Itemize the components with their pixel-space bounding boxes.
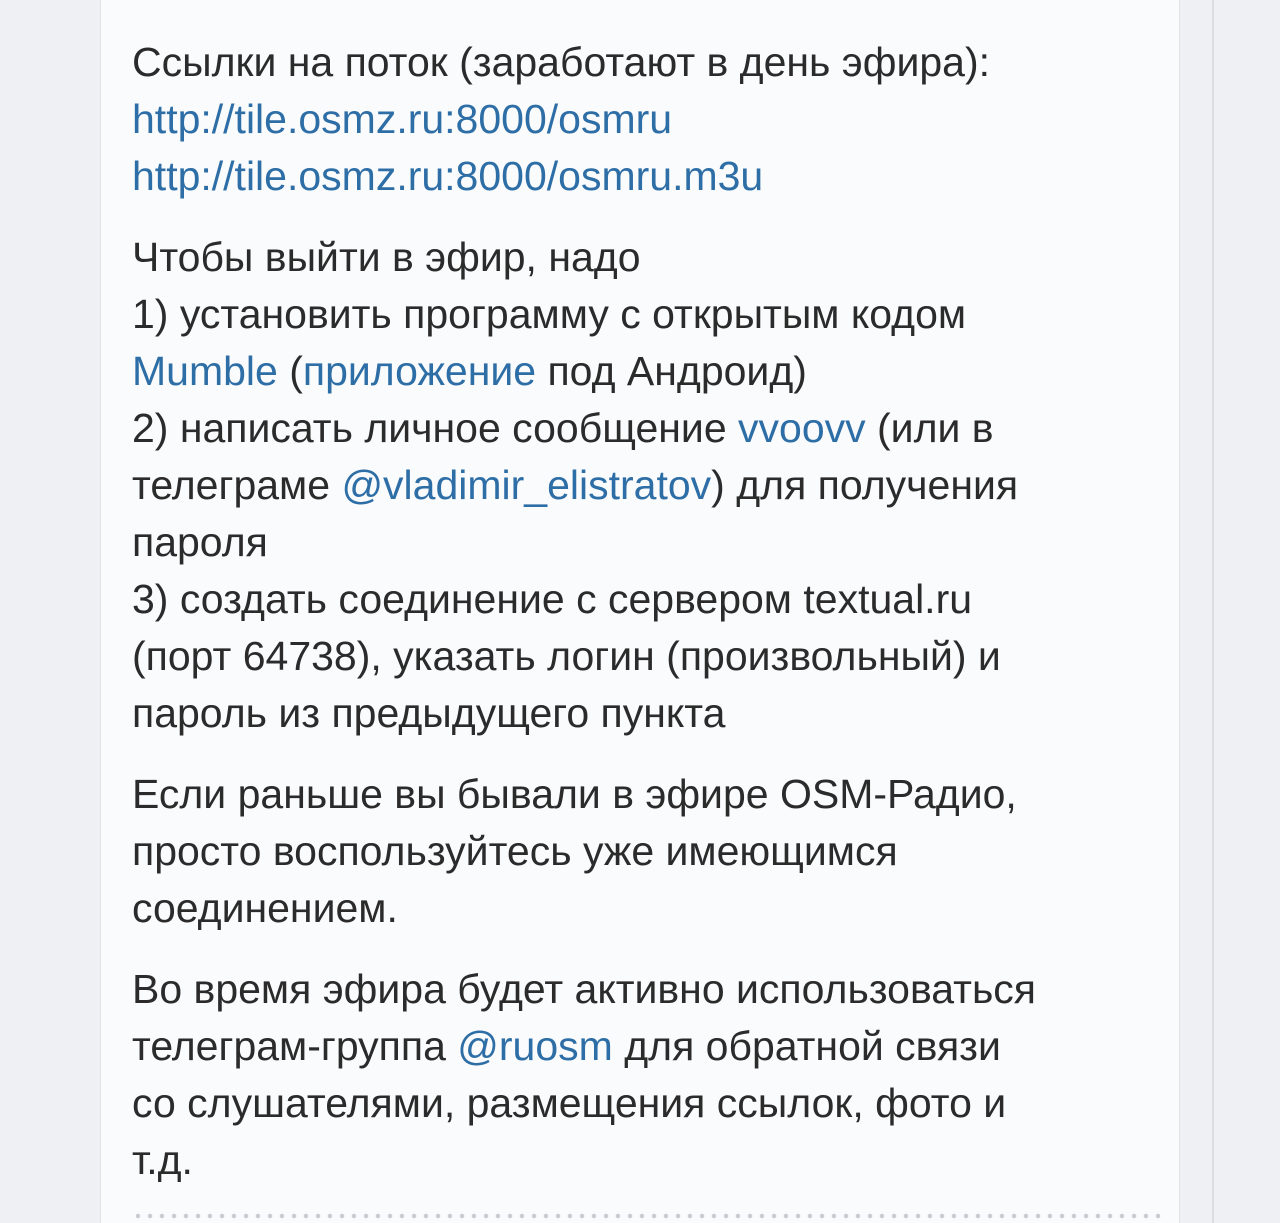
returning-paragraph — [132, 766, 1172, 937]
step1-open-paren: ( — [277, 348, 303, 394]
step2-line2-end: ) для получения — [711, 462, 1019, 508]
android-app-link[interactable]: приложение — [302, 348, 537, 394]
stream-links-paragraph — [132, 34, 1172, 205]
post-content — [132, 34, 1172, 1213]
step2-mid: (или в — [865, 405, 994, 451]
step3-line3: пароль из предыдущего пункта — [132, 690, 726, 736]
telegram-group-line4: т.д. — [132, 1137, 193, 1183]
step3-line2: (порт 64738), указать логин (произвольный) и — [132, 633, 1001, 679]
telegram-group-paragraph — [132, 961, 1172, 1189]
mumble-link[interactable]: Mumble — [132, 348, 278, 394]
scroll-edge — [1212, 0, 1214, 1223]
telegram-user-link[interactable]: @vladimir_elistratov — [341, 462, 712, 508]
step1-tail: под Андроид) — [536, 348, 807, 394]
user-vvoovv-link[interactable]: vvoovv — [738, 405, 866, 451]
step2-line2-start: телеграме — [132, 462, 342, 508]
telegram-group-line3: со слушателями, размещения ссылок, фото и — [132, 1080, 1007, 1126]
howto-paragraph — [132, 229, 1172, 742]
telegram-group-line2-end: для обратной связи — [612, 1023, 1001, 1069]
returning-line1: Если раньше вы бывали в эфире OSM-Радио, — [132, 771, 1017, 817]
section-divider — [132, 1212, 1162, 1220]
telegram-group-line2-start: телеграм-группа — [132, 1023, 458, 1069]
telegram-group-link[interactable]: @ruosm — [457, 1023, 613, 1069]
step2-line3: пароля — [132, 519, 268, 565]
telegram-group-line1: Во время эфира будет активно использоваться — [132, 966, 1037, 1012]
stream-link-m3u[interactable]: http://tile.osmz.ru:8000/osmru.m3u — [132, 153, 764, 199]
howto-intro: Чтобы выйти в эфир, надо — [132, 234, 641, 280]
step3-line1: 3) создать соединение с сервером textual.ru — [132, 576, 973, 622]
returning-line3: соединением. — [132, 885, 398, 931]
returning-line2: просто воспользуйтесь уже имеющимся — [132, 828, 898, 874]
step2-text: 2) написать личное сообщение — [132, 405, 739, 451]
stream-heading: Ссылки на поток (заработают в день эфира): — [132, 39, 990, 85]
step1-text: 1) установить программу с открытым кодом — [132, 291, 967, 337]
stream-link-osmru[interactable]: http://tile.osmz.ru:8000/osmru — [132, 96, 673, 142]
